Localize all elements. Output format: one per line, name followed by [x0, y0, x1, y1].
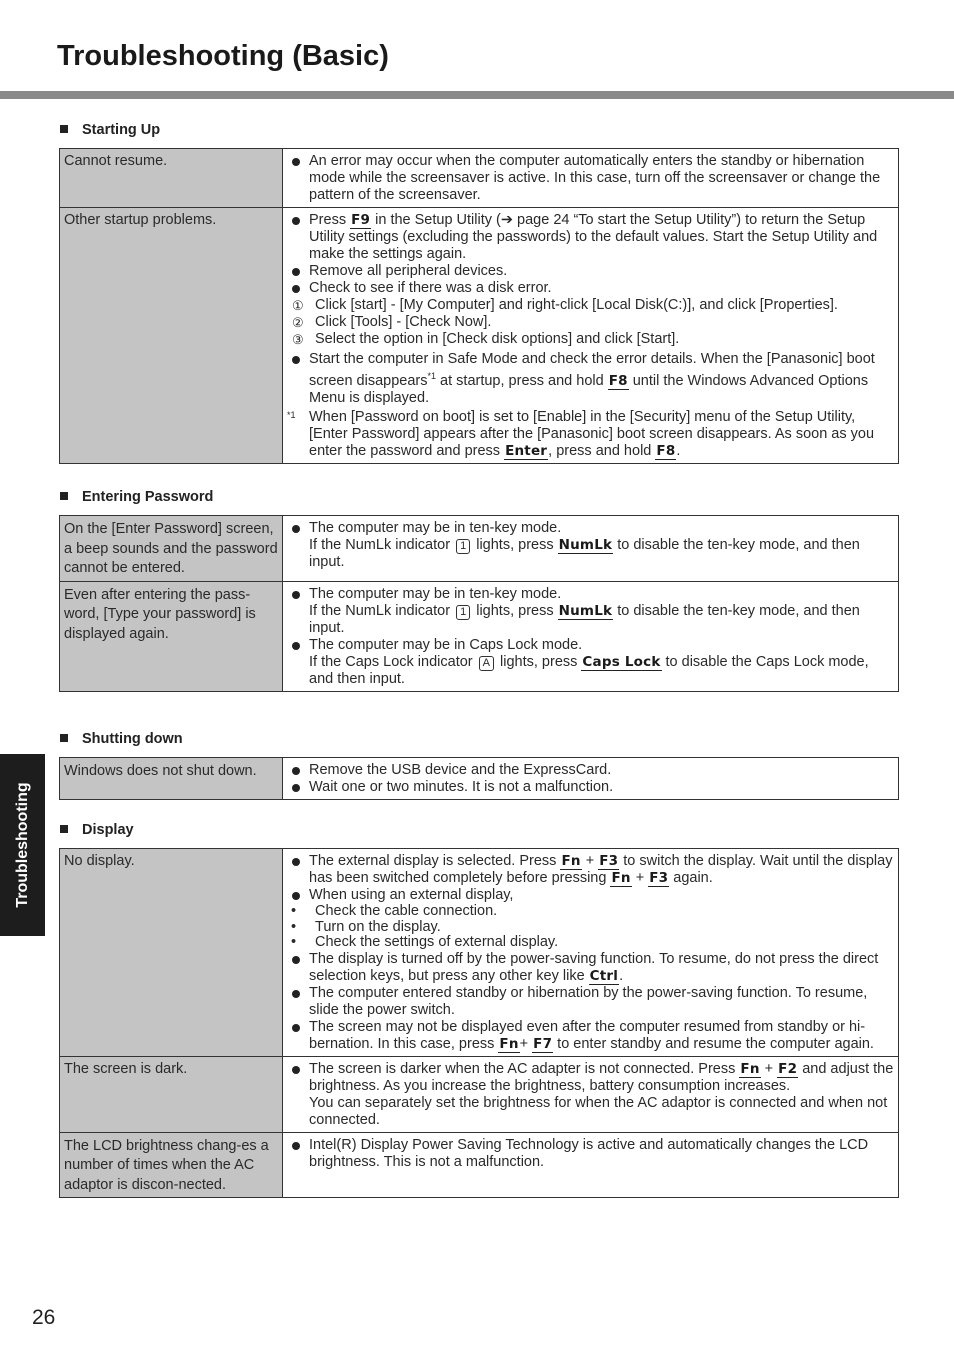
- list-item: Check to see if there was a disk error.: [287, 280, 894, 297]
- title-rule: [0, 91, 954, 99]
- fn-key-icon: Fn: [499, 1035, 519, 1052]
- shutting-down-table: [59, 757, 899, 800]
- f8-key-icon: F8: [608, 372, 628, 389]
- table-row: [60, 581, 899, 691]
- solution-cell: [283, 1132, 899, 1198]
- table-row: [60, 849, 899, 1057]
- section-label: Shutting down: [82, 731, 183, 747]
- table-row: [60, 149, 899, 208]
- list-paragraph: You can separately set the brightness for when the AC adaptor is connected and when not connected.: [309, 1094, 888, 1128]
- problem-cell: On the [Enter Password] screen, a beep sounds and the password cannot be entered.: [60, 516, 283, 582]
- table-row: [60, 1132, 899, 1198]
- fn-key-icon: Fn: [740, 1060, 760, 1077]
- numbered-step: ② Click [Tools] - [Check Now].: [292, 314, 492, 330]
- list-item: The computer may be in Caps Lock mode.: [287, 637, 894, 654]
- table-row: [60, 1056, 899, 1132]
- list-paragraph: If the NumLk indicator 1 lights, press NumLk to disable the ten-key mode, and then input.: [309, 602, 860, 636]
- section-heading-starting-up: [60, 122, 160, 138]
- numlk-key-icon: NumLk: [558, 602, 613, 619]
- list-item: Press F9 in the Setup Utility (➔ page 24 “To start the Setup Utility”) to return the Setup Utility settings (excluding the passwords) to the default values. Start the Setup Utility and make the settings again.: [287, 212, 894, 263]
- problem-cell: Other startup problems.: [60, 208, 283, 464]
- list-paragraph: If the Caps Lock indicator A lights, press Caps Lock to disable the Caps Lock mode, and then input.: [309, 653, 869, 687]
- problem-cell: The LCD brightness chang-es a number of times when the AC adaptor is discon-nected.: [60, 1132, 283, 1198]
- table-row: [60, 208, 899, 464]
- sub-list-item: • Check the settings of external display.: [287, 935, 894, 951]
- table-row: [60, 516, 899, 582]
- square-bullet-icon: [60, 125, 68, 133]
- f8-key-icon: F8: [656, 442, 676, 459]
- numlk-key-icon: NumLk: [558, 537, 613, 553]
- f3-key-icon: F3: [599, 853, 619, 869]
- entering-password-table: [59, 515, 899, 692]
- problem-cell: Cannot resume.: [60, 149, 283, 208]
- square-bullet-icon: [60, 825, 68, 833]
- section-label: Display: [82, 822, 134, 838]
- solution-cell: [283, 849, 899, 1057]
- fn-key-icon: Fn: [561, 853, 581, 869]
- list-item: The computer entered standby or hibernation by the power-saving function. To resume, slide the power switch.: [287, 985, 894, 1019]
- solution-cell: [283, 581, 899, 691]
- section-label: Entering Password: [82, 489, 214, 505]
- caps-lock-key-icon: Caps Lock: [582, 653, 661, 670]
- numlk-indicator-icon: 1: [456, 605, 470, 620]
- problem-cell: Windows does not shut down.: [60, 758, 283, 800]
- list-item: Remove the USB device and the ExpressCard.: [287, 762, 894, 779]
- numbered-step: ① Click [start] - [My Computer] and right-click [Local Disk(C:)], and click [Properties].: [292, 297, 838, 313]
- solution-cell: [283, 149, 899, 208]
- solution-cell: [283, 1056, 899, 1132]
- section-heading-shutting-down: [60, 731, 183, 747]
- list-item: The screen is darker when the AC adapter is not connected. Press Fn + F2 and adjust the brightness. As you increase the brightness, battery consumption increases.: [287, 1061, 894, 1095]
- list-item: Wait one or two minutes. It is not a malfunction.: [287, 779, 894, 796]
- page-title: Troubleshooting (Basic): [57, 40, 389, 72]
- f9-key-icon: F9: [351, 212, 371, 228]
- section-label: Starting Up: [82, 122, 161, 138]
- list-item: When using an external display,: [287, 887, 894, 904]
- fn-key-icon: Fn: [611, 870, 631, 886]
- caps-lock-indicator-icon: A: [479, 656, 494, 671]
- side-tab: [0, 754, 45, 936]
- section-heading-display: [60, 822, 134, 838]
- list-item: The computer may be in ten-key mode.: [287, 520, 894, 537]
- table-row: [60, 758, 899, 800]
- list-item: Remove all peripheral devices.: [287, 263, 894, 280]
- solution-cell: [283, 758, 899, 800]
- list-item: Intel(R) Display Power Saving Technology is active and automatically changes the LCD brightness. This is not a malfunction.: [287, 1137, 894, 1171]
- solution-cell: [283, 208, 899, 464]
- starting-up-table: [59, 148, 899, 464]
- square-bullet-icon: [60, 492, 68, 500]
- footnote: *1 When [Password on boot] is set to [Enable] in the [Security] menu of the Setup Utility, [Enter Password] appears after the [Panasonic] boot screen disappears. As soon as you enter the password and press Enter, press and hold F8.: [287, 408, 875, 459]
- f7-key-icon: F7: [533, 1035, 553, 1052]
- numbered-step: ③ Select the option in [Check disk options] and click [Start].: [292, 331, 680, 347]
- ctrl-key-icon: Ctrl: [589, 967, 619, 984]
- sub-list-item: • Check the cable connection.: [287, 904, 894, 920]
- side-tab-label: Troubleshooting: [13, 782, 31, 908]
- problem-cell: Even after entering the pass-word, [Type your password] is displayed again.: [60, 581, 283, 691]
- display-table: [59, 848, 899, 1198]
- problem-cell: No display.: [60, 849, 283, 1057]
- list-item: The external display is selected. Press Fn + F3 to switch the display. Wait until the display has been switched completely before pressing Fn + F3 again.: [287, 853, 894, 887]
- problem-cell: The screen is dark.: [60, 1056, 283, 1132]
- f3-key-icon: F3: [649, 870, 669, 886]
- list-item: An error may occur when the computer automatically enters the standby or hibernation mode while the screensaver is active. In this case, turn off the screensaver or change the pattern of the screensaver.: [287, 153, 894, 204]
- square-bullet-icon: [60, 734, 68, 742]
- enter-key-icon: Enter: [505, 442, 548, 459]
- list-item: The display is turned off by the power-saving function. To resume, do not press the direct selection keys, but press any other key like Ctrl.: [287, 951, 894, 985]
- list-paragraph: If the NumLk indicator 1 lights, press NumLk to disable the ten-key mode, and then input.: [309, 537, 860, 570]
- f2-key-icon: F2: [778, 1060, 798, 1077]
- list-item: The screen may not be displayed even after the computer resumed from standby or hi-bernation. In this case, press Fn+ F7 to enter standby and resume the computer again.: [287, 1019, 894, 1053]
- section-heading-entering-password: [60, 489, 213, 505]
- sub-list-item: • Turn on the display.: [287, 920, 894, 936]
- solution-cell: [283, 516, 899, 582]
- list-item: Start the computer in Safe Mode and check the error details. When the [Panasonic] boot screen disappears$^{*1}$ at startup, press and hold F8 until the Windows Advanced Options Menu is displayed.: [287, 351, 894, 407]
- numlk-indicator-icon: 1: [456, 539, 470, 554]
- list-item: The computer may be in ten-key mode.: [287, 586, 894, 603]
- page-number: 26: [32, 1306, 56, 1329]
